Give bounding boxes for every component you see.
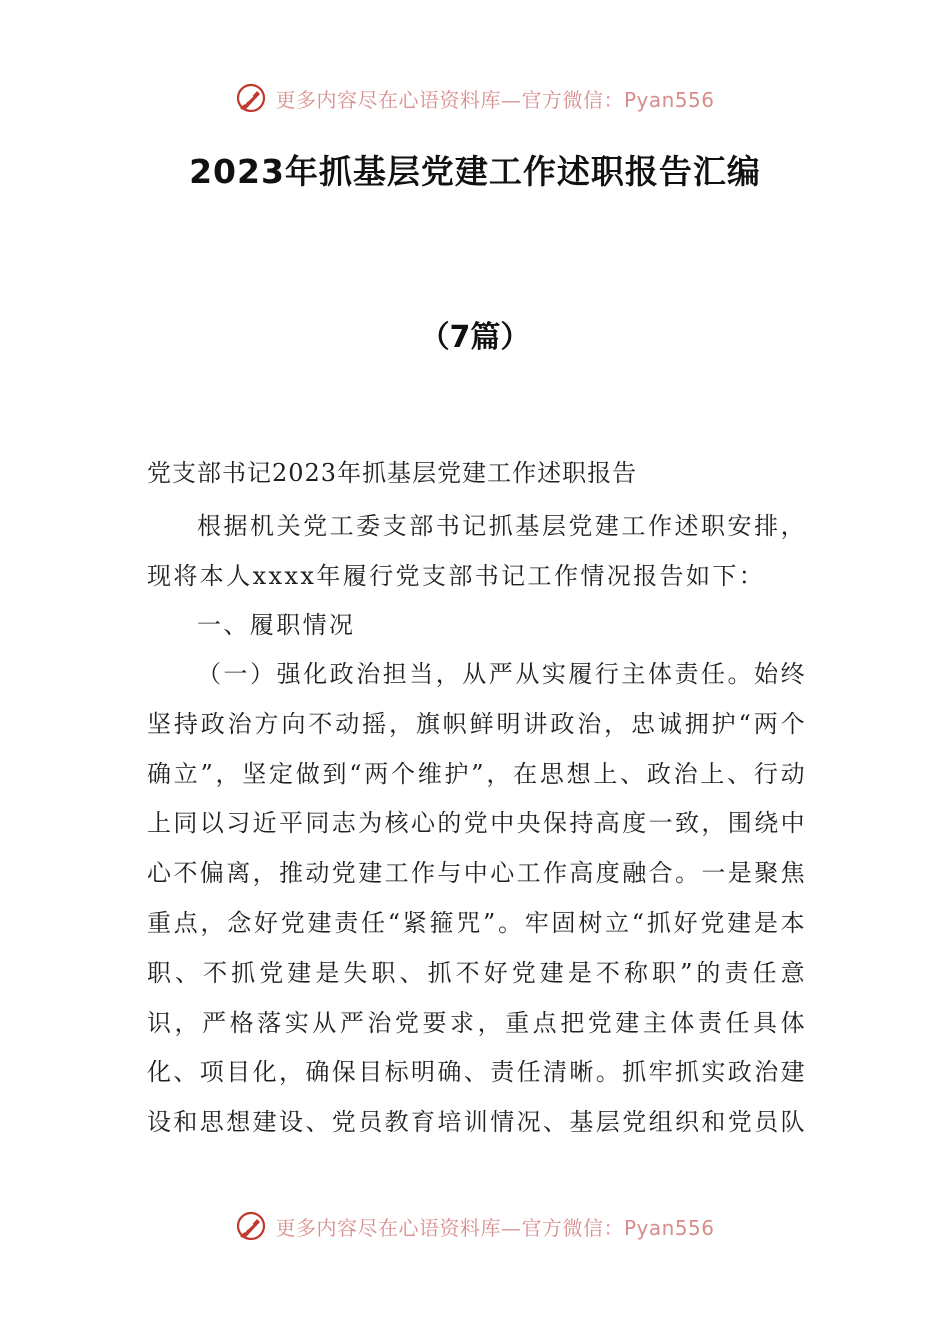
quill-pen-logo-icon [235, 1210, 267, 1242]
header-watermark [0, 82, 950, 114]
quill-pen-logo-icon [235, 82, 267, 114]
document-title: 2023年抓基层党建工作述职报告汇编 [189, 152, 761, 191]
body-paragraph: （一）强化政治担当，从严从实履行主体责任。始终坚持政治方向不动摇，旗帜鲜明讲政治，忠诚拥护“两个确立”，坚定做到“两个维护”，在思想上、政治上、行动上同以习近平同志为核心的党中央保持高度一致，围绕中心不偏离，推动党建工作与中心工作高度融合。一是聚焦重点，念好党建责任“紧箍咒”。牢固树立“抓好党建是本职、不抓党建是失职、抓不好党建是不称职”的责任意识，严格落实从严治党要求，重点把党建主体责任具体化、项目化，确保目标明确、责任清晰。抓牢抓实政治建设和思想建设、党员教育培训情况、基层党组织和党员队 [147, 660, 807, 1137]
watermark-label: 更多内容尽在心语资料库—官方微信： [275, 1215, 624, 1240]
section-heading: 一、履职情况 [197, 611, 356, 639]
watermark-text [275, 1212, 714, 1241]
document-subtitle: （7篇） [419, 320, 531, 355]
footer-watermark [0, 1210, 950, 1242]
watermark-text [275, 84, 714, 113]
report-heading: 党支部书记2023年抓基层党建工作述职报告 [147, 459, 638, 487]
watermark-wechat-id: Pyan556 [623, 87, 715, 112]
intro-paragraph: 根据机关党工委支部书记抓基层党建工作述职安排，现将本人xxxx年履行党支部书记工作情况报告如下： [147, 512, 807, 590]
watermark-label: 更多内容尽在心语资料库—官方微信： [275, 87, 624, 112]
watermark-wechat-id: Pyan556 [623, 1215, 715, 1240]
